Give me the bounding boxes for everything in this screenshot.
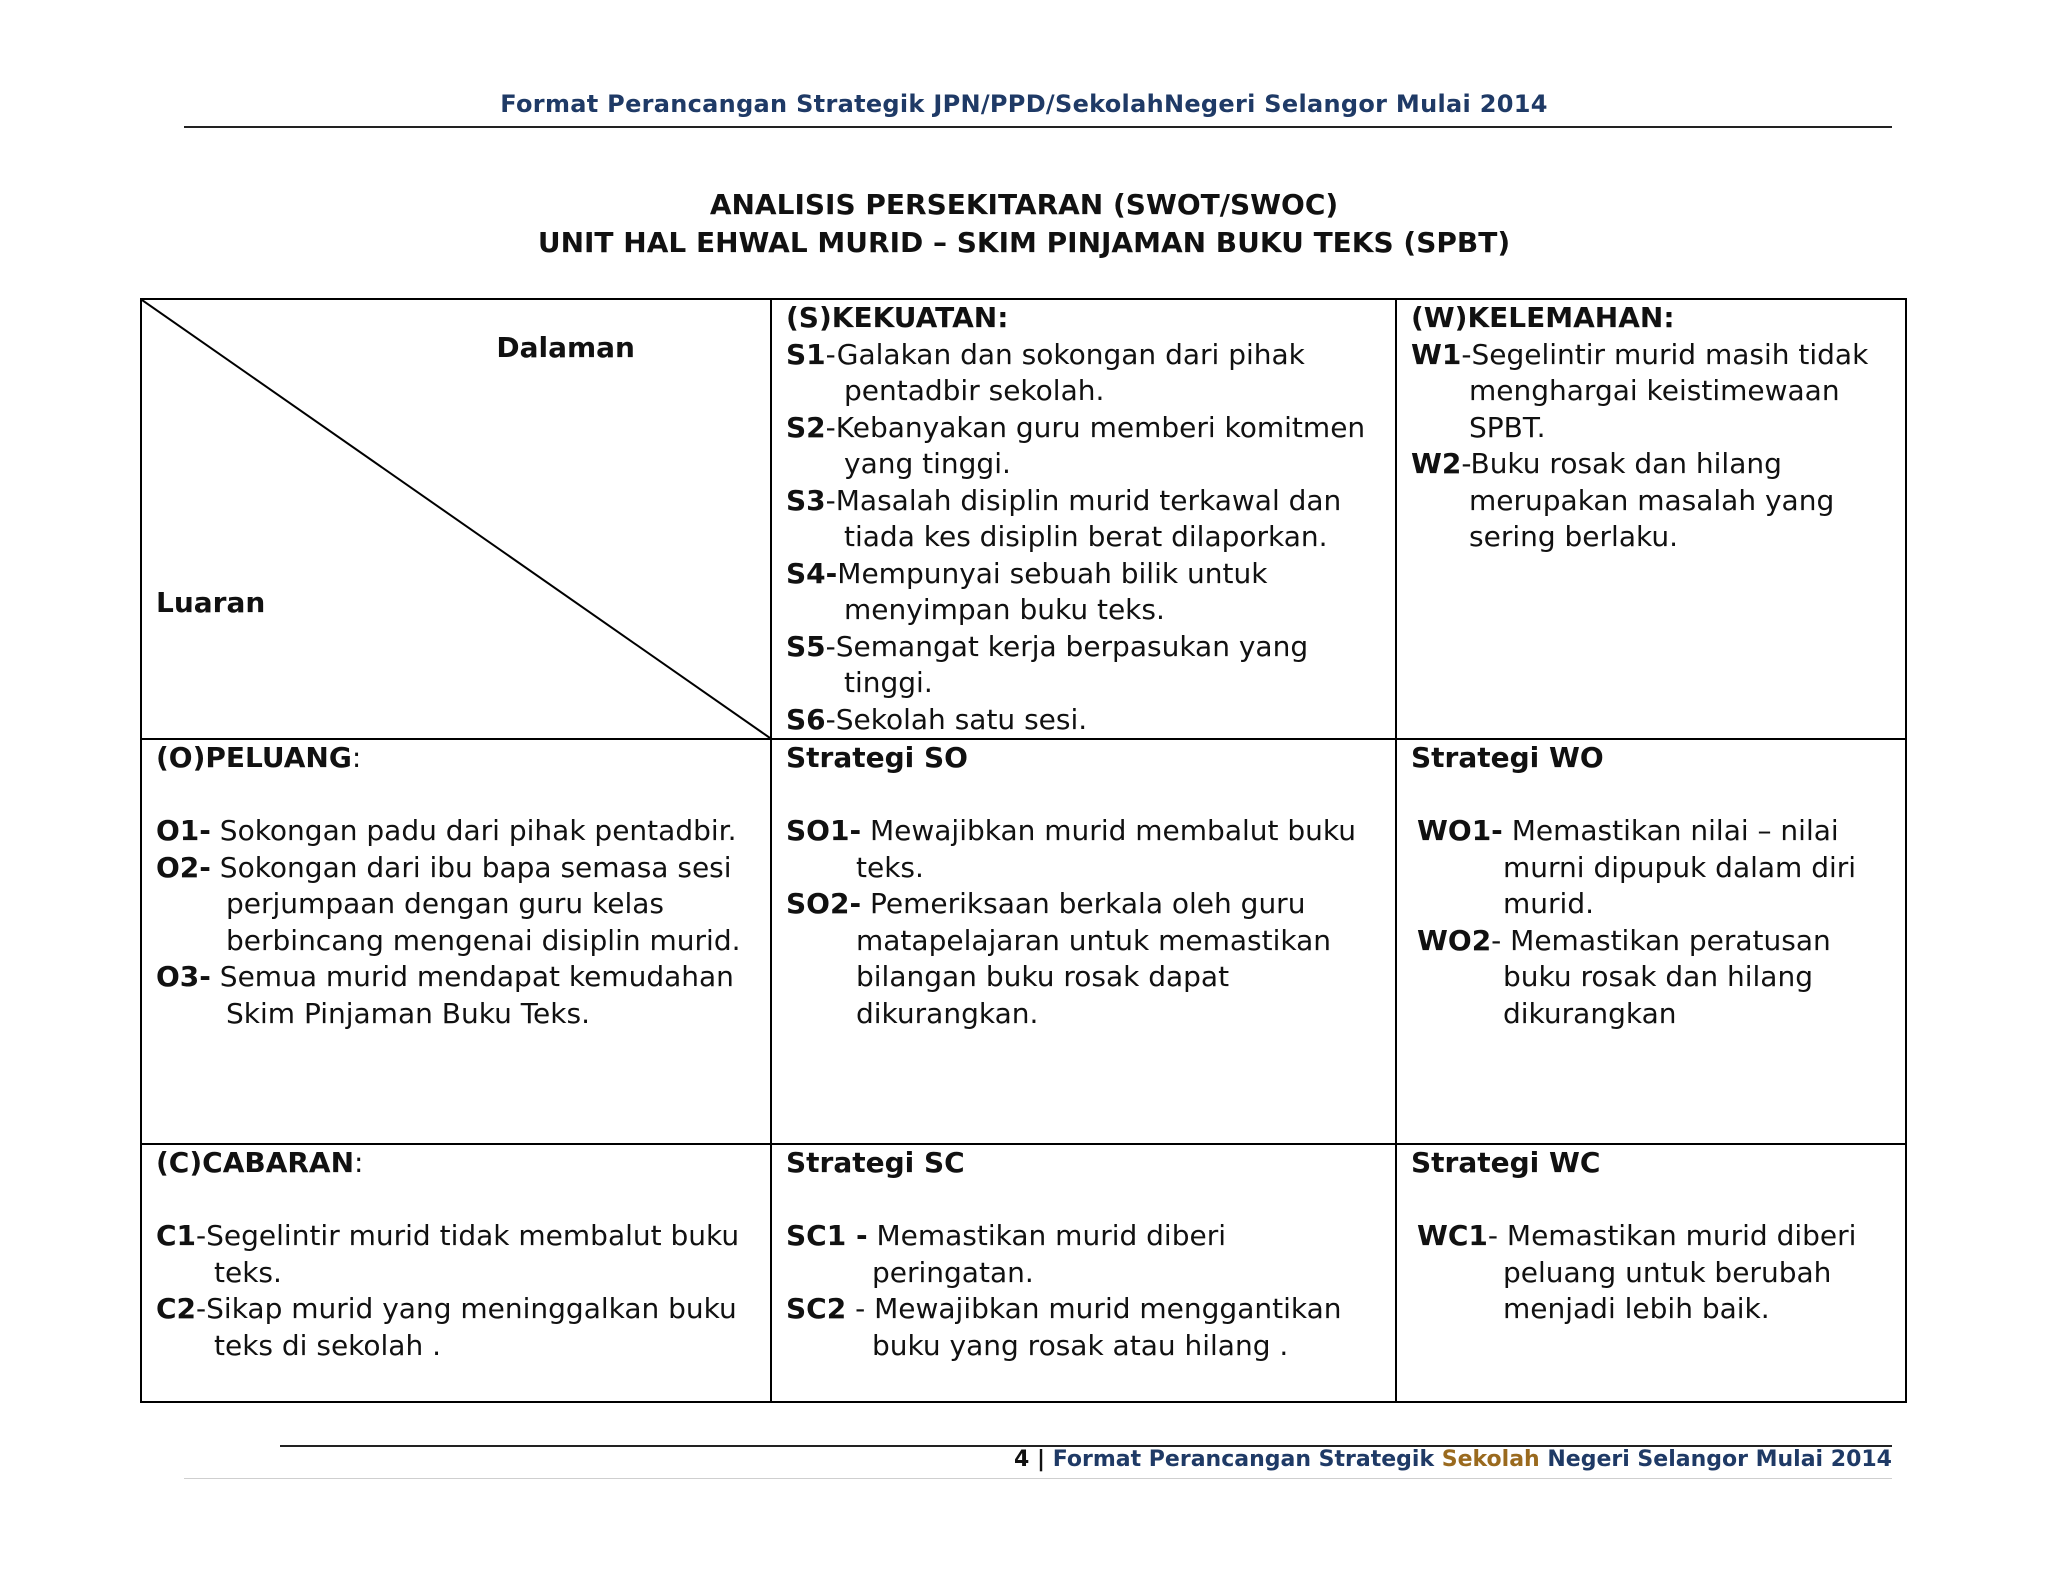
label-dalaman: Dalaman bbox=[496, 331, 635, 364]
item-text: Semua murid mendapat kemudahan Skim Pinjaman Buku Teks. bbox=[210, 960, 734, 1030]
sc-list bbox=[786, 1218, 1381, 1364]
title-line-1: ANALISIS PERSEKITARAN (SWOT/SWOC) bbox=[709, 188, 1339, 221]
table-row bbox=[141, 739, 1906, 1144]
item-code: SO2- bbox=[786, 887, 862, 920]
challenges-heading: (C)CABARAN bbox=[156, 1146, 355, 1179]
list-item bbox=[1417, 1218, 1891, 1328]
list-item bbox=[786, 702, 1381, 739]
item-code: WO1- bbox=[1417, 814, 1503, 847]
challenges-list bbox=[156, 1218, 756, 1364]
item-code: S4- bbox=[786, 556, 838, 590]
item-text: -Sekolah satu sesi. bbox=[825, 702, 1088, 736]
item-text: Mewajibkan murid membalut buku teks. bbox=[856, 814, 1356, 884]
title-line-2: UNIT HAL EHWAL MURID – SKIM PINJAMAN BUKU TEKS (SPBT) bbox=[537, 226, 1511, 259]
item-code: WO2 bbox=[1417, 923, 1492, 957]
weaknesses-heading: (W)KELEMAHAN: bbox=[1411, 301, 1675, 334]
item-code: W1 bbox=[1411, 337, 1462, 371]
item-text: -Sikap murid yang meninggalkan buku teks di sekolah . bbox=[196, 1292, 737, 1362]
wc-heading: Strategi WC bbox=[1411, 1146, 1601, 1179]
footer-shadow-line bbox=[184, 1478, 1892, 1479]
item-text: - Memastikan peratusan buku rosak dan hilang dikurangkan bbox=[1491, 923, 1831, 1030]
list-item bbox=[156, 813, 756, 850]
item-text: Mempunyai sebuah bilik untuk menyimpan buku teks. bbox=[837, 556, 1268, 626]
header-divider bbox=[184, 126, 1892, 128]
list-item bbox=[786, 813, 1381, 886]
strengths-list bbox=[786, 337, 1381, 739]
diagonal-divider bbox=[142, 300, 770, 738]
list-item bbox=[1411, 446, 1891, 556]
opportunities-cell bbox=[141, 739, 771, 1144]
opportunities-heading: (O)PELUANG bbox=[156, 741, 352, 774]
challenges-cell bbox=[141, 1144, 771, 1402]
weaknesses-cell bbox=[1396, 299, 1906, 739]
list-item bbox=[1411, 337, 1891, 447]
item-text: Pemeriksaan berkala oleh guru matapelajaran untuk memastikan bilangan buku rosak dapat dikurangkan. bbox=[856, 887, 1332, 1030]
wo-list bbox=[1411, 813, 1891, 1032]
table-row bbox=[141, 299, 1906, 739]
item-code: WC1 bbox=[1417, 1219, 1488, 1252]
list-item bbox=[786, 1291, 1381, 1364]
item-code: C1 bbox=[156, 1219, 197, 1252]
so-heading: Strategi SO bbox=[786, 741, 968, 774]
item-code: S6 bbox=[786, 702, 826, 736]
item-text: -Segelintir murid tidak membalut buku teks. bbox=[196, 1219, 740, 1289]
item-text: -Masalah disiplin murid terkawal dan tiada kes disiplin berat dilaporkan. bbox=[825, 483, 1342, 553]
item-text: Memastikan nilai – nilai murni dipupuk dalam diri murid. bbox=[1502, 814, 1857, 920]
item-code: O2- bbox=[156, 850, 211, 884]
item-code: S2 bbox=[786, 410, 826, 444]
item-code: O1- bbox=[156, 814, 211, 847]
page-header-title: Format Perancangan Strategik JPN/PPD/SekolahNegeri Selangor Mulai 2014 bbox=[500, 90, 1548, 118]
label-luaran: Luaran bbox=[156, 586, 266, 619]
wo-heading: Strategi WO bbox=[1411, 741, 1604, 774]
item-code: S3 bbox=[786, 483, 826, 517]
item-text: Memastikan murid diberi peringatan. bbox=[867, 1219, 1226, 1289]
corner-cell bbox=[141, 299, 771, 739]
footer-text-sekolah: Sekolah bbox=[1441, 1447, 1540, 1472]
page-number: 4 bbox=[1014, 1447, 1030, 1472]
item-text: -Kebanyakan guru memberi komitmen yang tinggi. bbox=[825, 410, 1366, 480]
swot-table bbox=[140, 298, 1907, 1403]
item-text: -Semangat kerja berpasukan yang tinggi. bbox=[825, 629, 1309, 699]
item-code: SC1 - bbox=[786, 1219, 868, 1252]
opportunities-colon: : bbox=[351, 741, 362, 774]
sc-heading: Strategi SC bbox=[786, 1146, 965, 1179]
item-text: - Mewajibkan murid menggantikan buku yang rosak atau hilang . bbox=[846, 1292, 1342, 1362]
wc-strategy-cell bbox=[1396, 1144, 1906, 1402]
list-item bbox=[156, 959, 756, 1032]
table-row bbox=[141, 1144, 1906, 1402]
item-text: -Segelintir murid masih tidak menghargai keistimewaan SPBT. bbox=[1461, 337, 1869, 444]
item-code: S5 bbox=[786, 629, 826, 663]
item-code: O3- bbox=[156, 960, 211, 993]
list-item bbox=[786, 629, 1381, 702]
list-item bbox=[156, 850, 756, 960]
item-text: Sokongan padu dari pihak pentadbir. bbox=[210, 814, 737, 847]
opportunities-list bbox=[156, 813, 756, 1032]
item-code: S1 bbox=[786, 337, 826, 371]
strengths-heading: (S)KEKUATAN: bbox=[786, 301, 1009, 334]
list-item bbox=[156, 1291, 756, 1364]
list-item bbox=[1417, 813, 1891, 923]
list-item bbox=[1417, 923, 1891, 1033]
item-text: -Buku rosak dan hilang merupakan masalah yang sering berlaku. bbox=[1461, 447, 1835, 553]
weaknesses-list bbox=[1411, 337, 1891, 556]
item-text: -Galakan dan sokongan dari pihak pentadbir sekolah. bbox=[825, 337, 1305, 407]
item-code: SO1- bbox=[786, 814, 862, 847]
footer-text-a: Format Perancangan Strategik bbox=[1052, 1447, 1442, 1472]
list-item bbox=[156, 1218, 756, 1291]
item-text: Sokongan dari ibu bapa semasa sesi perjumpaan dengan guru kelas berbincang mengenai disiplin murid. bbox=[210, 850, 741, 957]
strengths-cell bbox=[771, 299, 1396, 739]
item-code: W2 bbox=[1411, 447, 1462, 480]
list-item bbox=[786, 410, 1381, 483]
so-strategy-cell bbox=[771, 739, 1396, 1144]
sc-strategy-cell bbox=[771, 1144, 1396, 1402]
list-item bbox=[786, 337, 1381, 410]
list-item bbox=[786, 886, 1381, 1032]
footer-separator: | bbox=[1037, 1447, 1046, 1472]
item-text: - Memastikan murid diberi peluang untuk berubah menjadi lebih baik. bbox=[1487, 1219, 1857, 1325]
list-item bbox=[786, 483, 1381, 556]
challenges-colon: : bbox=[354, 1146, 364, 1179]
list-item bbox=[786, 556, 1381, 629]
wo-strategy-cell bbox=[1396, 739, 1906, 1144]
page-footer bbox=[1014, 1447, 1892, 1472]
footer-text-c: Negeri Selangor Mulai 2014 bbox=[1539, 1447, 1892, 1472]
document-title bbox=[0, 186, 2048, 262]
wc-list bbox=[1411, 1218, 1891, 1328]
so-list bbox=[786, 813, 1381, 1032]
item-code: SC2 bbox=[786, 1292, 847, 1325]
list-item bbox=[786, 1218, 1381, 1291]
item-code: C2 bbox=[156, 1292, 197, 1325]
